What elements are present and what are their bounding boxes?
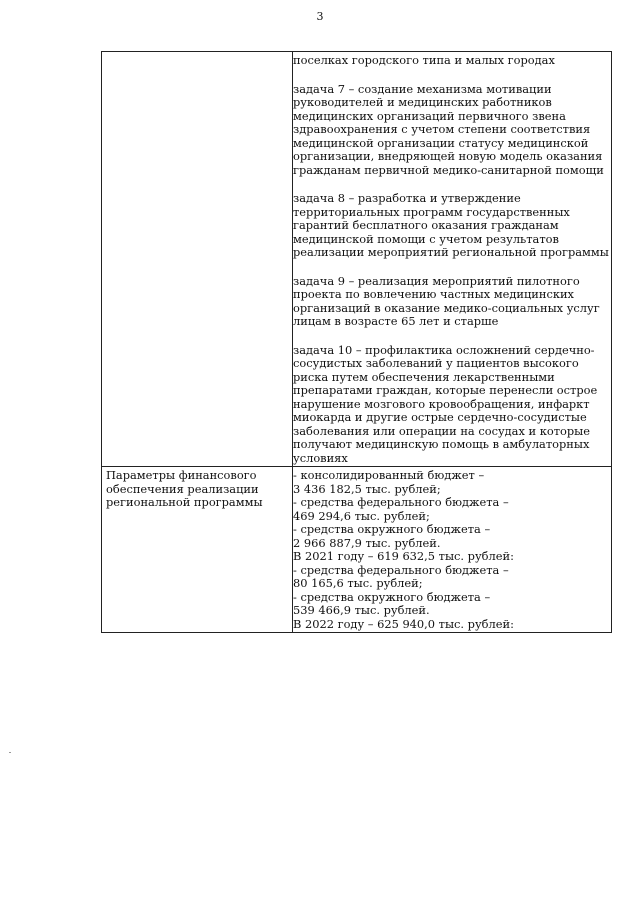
task-7-text: задача 7 – создание механизма мотивации руководителей и медицинских работников медицинских организаций первичного звена здравоохранения с учетом степени соответствия медицинской организации статусу медицинской организации, внедряющей новую модель оказания гражданам первичной медико-санитарной помощи bbox=[293, 81, 604, 177]
tasks-left-cell bbox=[102, 52, 293, 467]
financing-line: - средства федерального бюджета – bbox=[293, 562, 509, 577]
program-passport-table bbox=[101, 51, 612, 633]
financing-values-cell bbox=[293, 467, 612, 633]
financing-label-cell bbox=[102, 467, 293, 633]
financing-line: - средства федерального бюджета – bbox=[293, 495, 509, 509]
financing-line: - консолидированный бюджет – bbox=[293, 468, 485, 482]
financing-line: 80 165,6 тыс. рублей; bbox=[293, 576, 423, 590]
tasks-right-cell bbox=[293, 52, 612, 467]
table-row-financing bbox=[102, 467, 612, 633]
financing-line: 3 436 182,5 тыс. рублей; bbox=[293, 481, 441, 496]
task-10-text: задача 10 – профилактика осложнений сердечно-сосудистых заболеваний у пациентов высокого риска путем обеспечения лекарственными препаратами граждан, которые перенесли острое нарушение мозгового кровообращения, инфаркт миокарда и другие острые сердечно-сосудистые заболевания или операции на сосудах и которые получают медицинскую помощь в амбулаторных условиях bbox=[293, 342, 598, 465]
financing-line: В 2022 году – 625 940,0 тыс. рублей: bbox=[293, 616, 514, 631]
financing-line: 539 466,9 тыс. рублей. bbox=[293, 603, 430, 617]
financing-line: В 2021 году – 619 632,5 тыс. рублей: bbox=[293, 549, 514, 563]
table-row-tasks bbox=[102, 52, 612, 467]
financing-line: - средства окружного бюджета – bbox=[293, 589, 491, 604]
financing-line: - средства окружного бюджета – bbox=[293, 522, 491, 536]
task-continuation-text: поселках городского типа и малых городах bbox=[293, 53, 555, 67]
task-8-text: задача 8 – разработка и утверждение территориальных программ государственных гарантий бесплатного оказания гражданам медицинской помощи с учетом результатов реализации мероприятий региональной программы bbox=[293, 191, 609, 259]
page-number: 3 bbox=[316, 10, 324, 23]
scan-mark bbox=[9, 752, 11, 753]
financing-line: 2 966 887,9 тыс. рублей. bbox=[293, 535, 441, 550]
task-9-text: задача 9 – реализация мероприятий пилотного проекта по вовлечению частных медицинских организаций в оказание медико-социальных услуг лицам в возрасте 65 лет и старше bbox=[293, 273, 600, 328]
financing-label: Параметры финансового обеспечения реализации региональной программы bbox=[106, 468, 263, 509]
financing-line: 469 294,6 тыс. рублей; bbox=[293, 508, 430, 523]
